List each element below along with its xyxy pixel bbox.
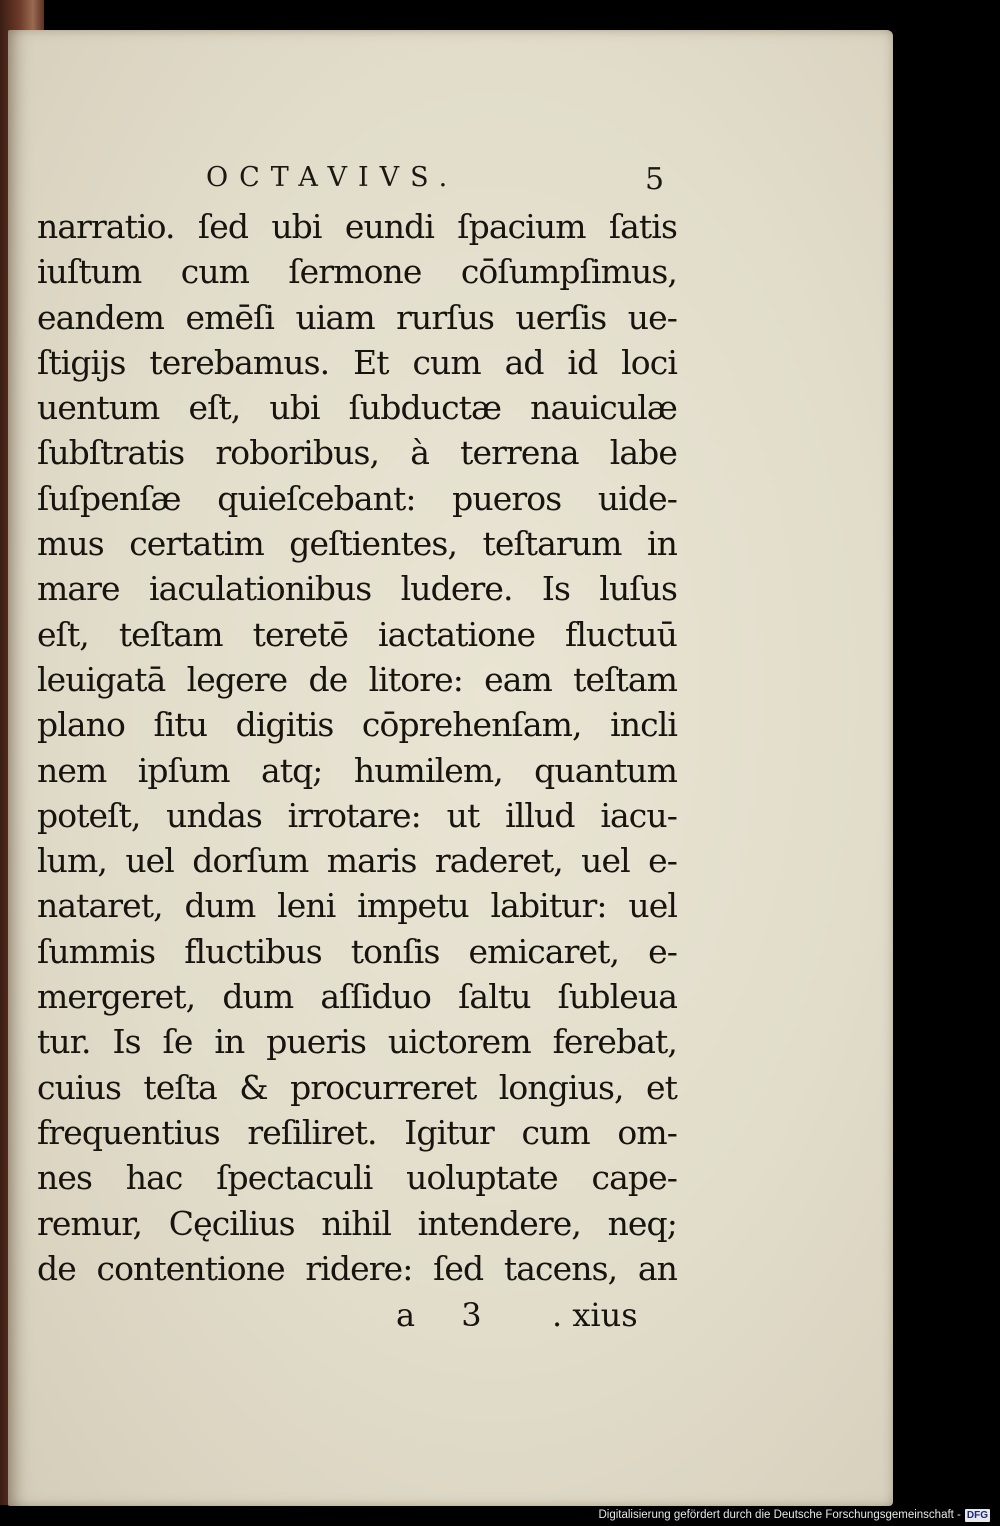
text-line: plano ſitu digitis cōprehenſam, incli	[37, 705, 677, 745]
text-line: lum, uel dorſum maris raderet, uel e-	[37, 841, 677, 881]
digitization-credit	[598, 1506, 990, 1524]
signature-mark: a 3	[396, 1296, 500, 1334]
text-line: ſuſpenſæ quieſcebant: pueros uide-	[37, 478, 677, 518]
text-line: uentum eſt, ubi ſubductæ nauiculæ	[37, 388, 677, 428]
credit-text: Digitalisierung gefördert durch die Deutsche Forschungsgemeinschaft -	[598, 1509, 961, 1521]
text-line: mergeret, dum aſſiduo ſaltu ſubleua	[37, 977, 677, 1017]
text-line: tur. Is ſe in pueris uictorem ferebat,	[37, 1022, 677, 1062]
text-line: ſtigijs terebamus. Et cum ad id loci	[37, 342, 677, 382]
text-line: mare iaculationibus ludere. Is luſus	[37, 569, 677, 609]
running-head: OCTAVIVS.	[206, 162, 459, 193]
text-line: nes hac ſpectaculi uoluptate cape-	[37, 1158, 677, 1198]
text-line: ſummis fluctibus tonſis emicaret, e-	[37, 931, 677, 971]
text-line: nataret, dum leni impetu labitur: uel	[37, 886, 677, 926]
page-footer-marks	[0, 1296, 1000, 1336]
page-number: 5	[645, 162, 665, 197]
text-line: poteſt, undas irrotare: ut illud iacu-	[37, 795, 677, 835]
catchword: . xius	[552, 1296, 638, 1334]
text-line: cuius teſta & procurreret longius, et	[37, 1067, 677, 1107]
text-line: mus certatim geſtientes, teſtarum in	[37, 524, 677, 564]
text-line: ſubſtratis roboribus, à terrena labe	[37, 433, 677, 473]
body-text	[37, 204, 677, 1291]
text-line: de contentione ridere: ſed tacens, an	[37, 1248, 677, 1288]
text-line: nem ipſum atq; humilem, quantum	[37, 750, 677, 790]
dfg-logo: DFG	[966, 1509, 988, 1521]
text-line: leuigatā legere de litore: eam teſtam	[37, 659, 677, 699]
page-header	[0, 162, 1000, 202]
text-line: eandem emēſi uiam rurſus uerſis ue-	[37, 297, 677, 337]
text-line: iuſtum cum ſermone cōſumpſimus,	[37, 252, 677, 292]
text-line: narratio. ſed ubi eundi ſpacium ſatis	[37, 207, 677, 246]
text-line: remur, Cęcilius nihil intendere, neq;	[37, 1203, 677, 1243]
text-line: frequentius reſiliret. Igitur cum om-	[37, 1112, 677, 1152]
text-line: eſt, teſtam teretē iactatione fluctuū	[37, 614, 677, 654]
